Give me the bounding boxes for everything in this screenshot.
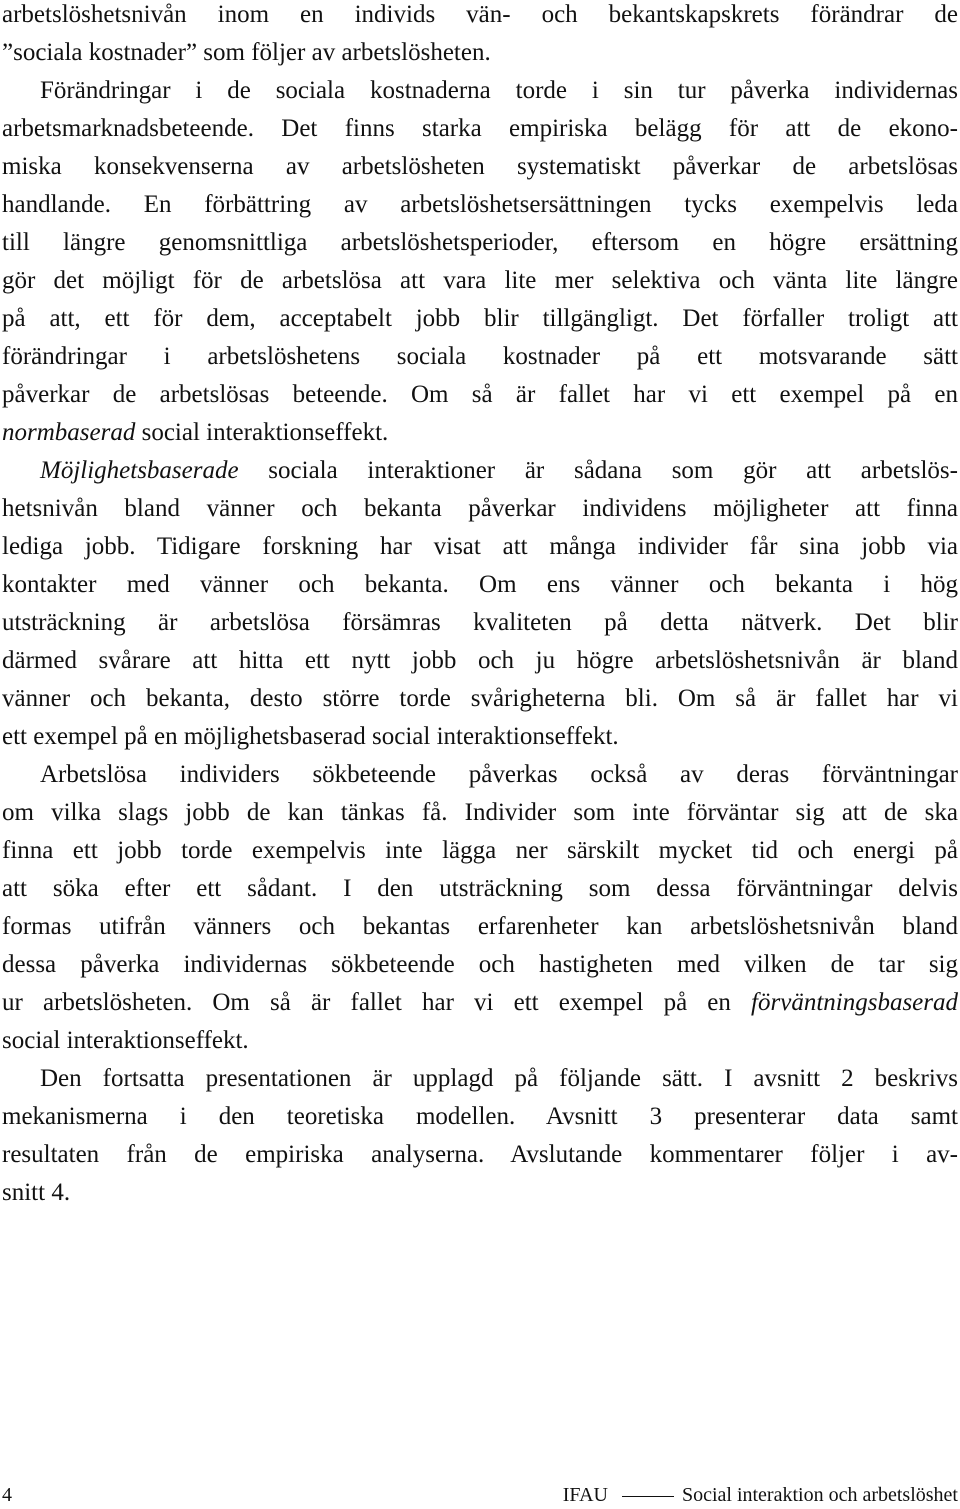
italic-term: normbaserad (2, 419, 136, 446)
text-line: om vilka slags jobb de kan tänkas få. Individer som inte förväntar sig att de ska (2, 799, 958, 826)
text-line (2, 456, 958, 486)
text-line: formas utifrån vänners och bekantas erfarenheter kan arbetslöshetsnivån bland (2, 913, 958, 940)
footer-title: Social interaktion och arbetslöshet (681, 1484, 958, 1506)
text-line: att söka efter ett sådant. I den utsträckning som dessa förväntningar delvis (2, 875, 958, 902)
text-run: ur arbetslösheten. Om så är fallet har vi ett exempel på en (2, 989, 752, 1016)
italic-term: förväntningsbaserad (751, 989, 958, 1016)
text-line: kontakter med vänner och bekanta. Om ens vänner och bekanta i hög (2, 571, 958, 598)
text-line: arbetsmarknadsbeteende. Det finns starka empiriska belägg för att de ekono- (2, 115, 958, 142)
text-line: snitt 4. (2, 1179, 71, 1206)
text-run: social interaktionseffekt. (135, 419, 389, 446)
text-line: mekanismerna i den teoretiska modellen. Avsnitt 3 presenterar data samt (2, 1103, 958, 1130)
text-line: Den fortsatta presentationen är upplagd på följande sätt. I avsnitt 2 beskrivs (40, 1065, 958, 1092)
text-line: gör det möjligt för de arbetslösa att vara lite mer selektiva och vänta lite längre (2, 267, 958, 294)
text-line (2, 418, 958, 448)
page-number: 4 (2, 1484, 12, 1506)
text-line: därmed svårare att hitta ett nytt jobb och ju högre arbetslöshetsnivån är bland (2, 647, 958, 674)
text-run: En förbättring av arbetslöshetsersättningen tycks exempelvis leda (110, 191, 958, 218)
text-line: förändringar i arbetslöshetens sociala kostnader på ett motsvarande sätt (2, 343, 958, 370)
text-line: arbetslöshetsnivån inom en individs vän- och bekantskapskrets förändrar de (2, 1, 958, 28)
text-line: Förändringar i de sociala kostnaderna torde i sin tur påverka individernas (40, 77, 958, 104)
text-line: finna ett jobb torde exempelvis inte lägga ner särskilt mycket tid och energi på (2, 837, 958, 864)
text-line: till längre genomsnittliga arbetslöshetsperioder, eftersom en högre ersättning (2, 229, 958, 256)
text-run: handlande. (2, 191, 111, 218)
running-footer (563, 1483, 958, 1507)
text-line: ett exempel på en möjlighetsbaserad social interaktionseffekt. (2, 723, 619, 750)
text-line: hetsnivån bland vänner och bekanta påverkar individens möjligheter att finna (2, 495, 958, 522)
text-line: ”sociala kostnader” som följer av arbetslösheten. (2, 39, 491, 66)
page-footer (2, 1483, 958, 1507)
text-line: dessa påverka individernas sökbeteende och hastigheten med vilken de tar sig (2, 951, 958, 978)
text-line: miska konsekvenserna av arbetslösheten systematiskt påverkar de arbetslösas (2, 153, 958, 180)
footer-org: IFAU (562, 1484, 608, 1506)
text-line: social interaktionseffekt. (2, 1027, 249, 1054)
text-line: Arbetslösa individers sökbeteende påverkas också av deras förväntningar (40, 761, 958, 788)
footer-rule (622, 1496, 674, 1497)
text-line: lediga jobb. Tidigare forskning har visat att många individer får sina jobb via (2, 533, 958, 560)
italic-term: Möjlighetsbaserade (40, 457, 239, 484)
text-run: sociala interaktioner är sådana som gör att arbetslös- (238, 457, 958, 484)
text-line (2, 190, 958, 220)
text-line: resultaten från de empiriska analyserna. Avslutande kommentarer följer i av- (2, 1141, 958, 1168)
text-line: påverkar de arbetslösas beteende. Om så är fallet har vi ett exempel på en (2, 381, 958, 408)
text-line (2, 988, 958, 1018)
text-line: utsträckning är arbetslösa försämras kvaliteten på detta nätverk. Det blir (2, 609, 958, 636)
text-line: vänner och bekanta, desto större torde svårigheterna bli. Om så är fallet har vi (2, 685, 958, 712)
text-line: på att, ett för dem, acceptabelt jobb blir tillgängligt. Det förfaller troligt att (2, 305, 958, 332)
